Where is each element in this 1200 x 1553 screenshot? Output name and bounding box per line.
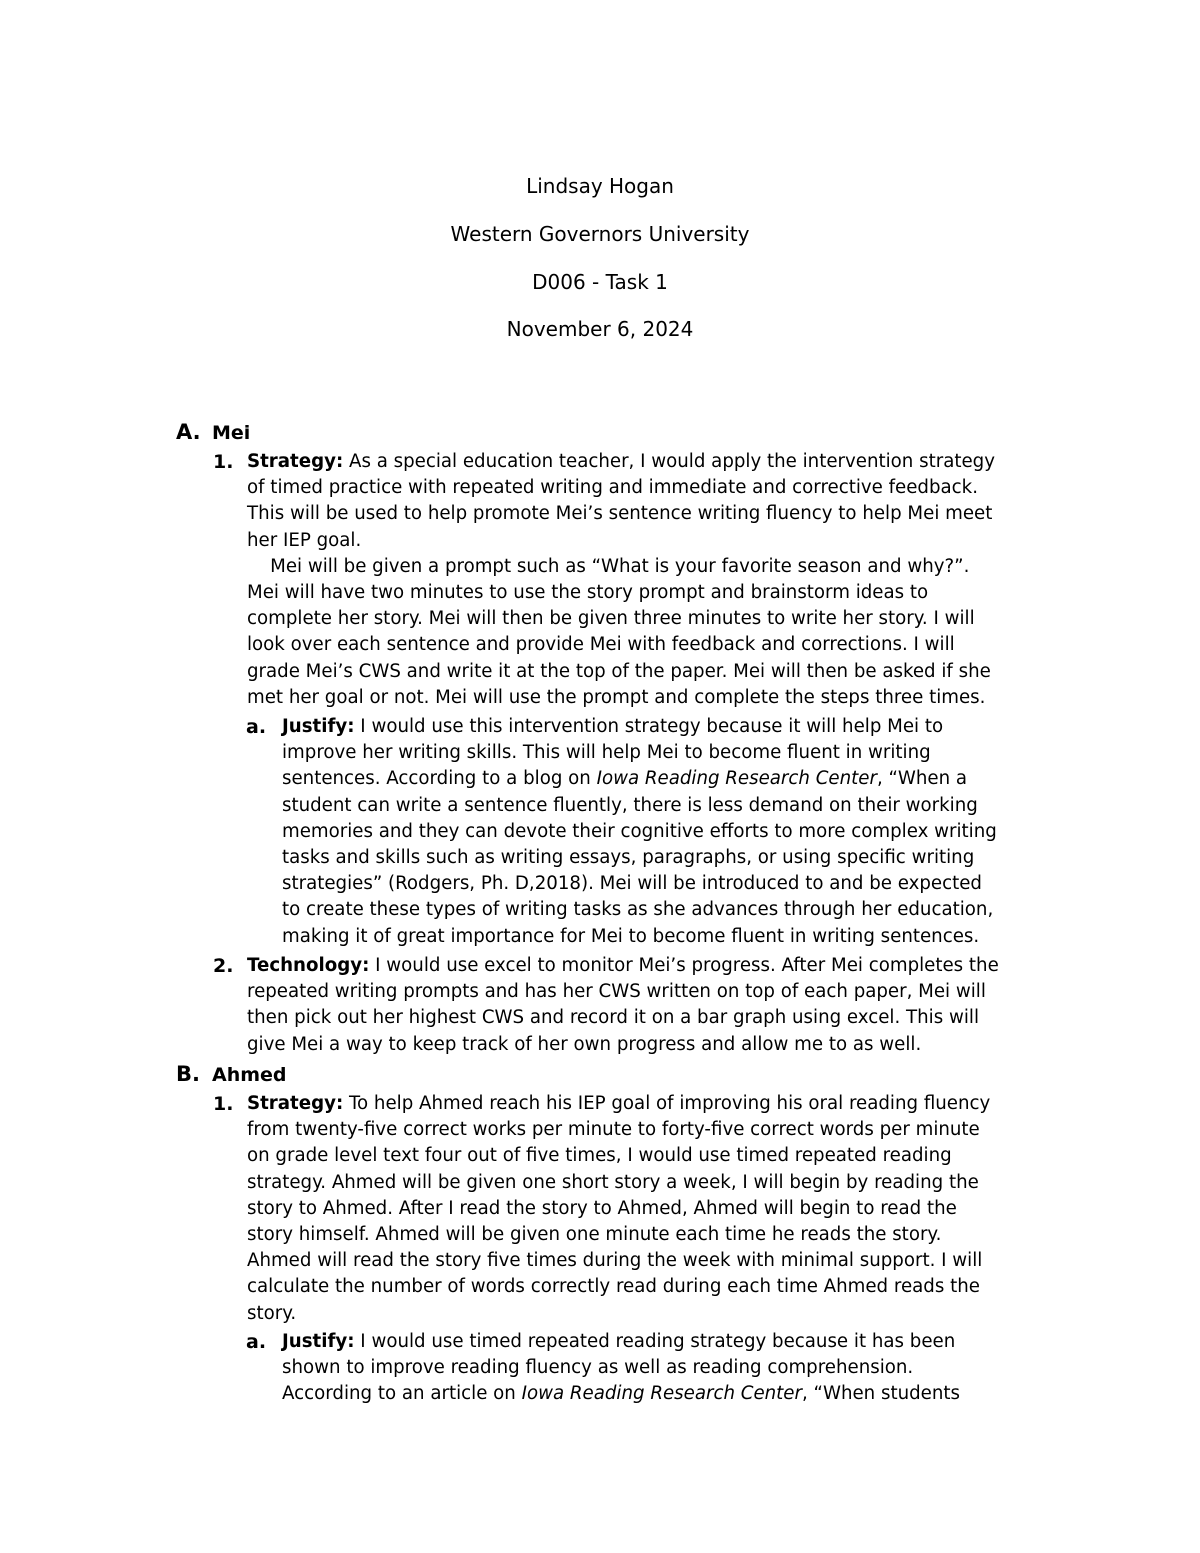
author-name: Lindsay Hogan — [526, 174, 674, 198]
section-b-item-1-number: 1. — [213, 1093, 234, 1115]
source-title: Iowa Reading Research Center — [521, 1383, 802, 1405]
university-name: Western Governors University — [450, 222, 750, 246]
text-run: I would use excel to monitor Mei’s progress. After Mei completes the — [369, 955, 999, 976]
section-a-heading — [176, 418, 250, 447]
section-b-heading — [176, 1060, 287, 1089]
paragraph-line: story to Ahmed. After I read the story to Ahmed, Ahmed will begin to read the — [247, 1197, 957, 1219]
paragraph-line: Mei will be given a prompt such as “What is your favorite season and why?”. — [247, 555, 970, 577]
paragraph-line: her IEP goal. — [247, 529, 362, 551]
section-a-technology-paragraph — [247, 953, 999, 1058]
paragraph-line: improve her writing skills. This will help Mei to become fluent in writing — [282, 742, 931, 764]
paragraph-line — [282, 1329, 960, 1355]
section-a-item-2-number: 2. — [213, 955, 234, 977]
paragraph-line: met her goal or not. Mei will use the prompt and complete the steps three times. — [247, 686, 986, 708]
text-run: According to an article on — [282, 1383, 522, 1405]
paragraph-line — [247, 953, 999, 979]
paragraph-line: from twenty-five correct works per minute to forty-five correct words per minute — [247, 1119, 980, 1141]
course-title: D006 - Task 1 — [532, 270, 668, 294]
source-title: Iowa Reading Research Center — [596, 768, 877, 790]
section-a-title: Mei — [212, 422, 251, 444]
text-run: sentences. According to a blog on — [282, 768, 597, 790]
paragraph-line: student can write a sentence fluently, there is less demand on their working — [282, 794, 978, 816]
justify-label: Justify: — [282, 1331, 355, 1352]
paragraph-line: complete her story. Mei will then be given three minutes to write her story. I will — [247, 608, 975, 630]
technology-label: Technology: — [247, 955, 370, 976]
section-b-justify-paragraph — [282, 1329, 960, 1408]
section-a-justify-paragraph — [282, 714, 997, 950]
paragraph-line: strategy. Ahmed will be given one short story a week, I will begin by reading the — [247, 1171, 979, 1193]
section-b-strategy-paragraph — [247, 1091, 990, 1327]
paragraph-line: repeated writing prompts and has her CWS written on top of each paper, Mei will — [247, 981, 986, 1003]
paragraph-line: Ahmed will read the story five times during the week with minimal support. I will — [247, 1250, 983, 1272]
section-a-letter: A. — [176, 420, 201, 444]
section-a-justify-letter: a. — [246, 716, 267, 738]
text-run: , “When students — [801, 1383, 960, 1405]
paragraph-line: shown to improve reading fluency as well as reading comprehension. — [282, 1357, 914, 1379]
paragraph-line — [282, 1381, 960, 1407]
section-a-strategy-paragraph — [247, 449, 995, 711]
paragraph-line — [282, 766, 997, 792]
justify-label: Justify: — [282, 716, 355, 737]
paragraph-line: on grade level text four out of five times, I would use timed repeated reading — [247, 1145, 952, 1167]
text-run: , “When a — [876, 768, 968, 790]
paragraph-line: making it of great importance for Mei to become fluent in writing sentences. — [282, 925, 980, 947]
paragraph-line — [247, 449, 995, 475]
text-run: I would use timed repeated reading strategy because it has been — [354, 1331, 956, 1352]
paragraph-line: This will be used to help promote Mei’s sentence writing fluency to help Mei meet — [247, 503, 993, 525]
paragraph-line: Mei will have two minutes to use the story prompt and brainstorm ideas to — [247, 582, 929, 604]
paragraph-line — [282, 714, 997, 740]
paragraph-line: to create these types of writing tasks as she advances through her education, — [282, 899, 994, 921]
paragraph-line: give Mei a way to keep track of her own progress and allow me to as well. — [247, 1033, 922, 1055]
paragraph-line: story. — [247, 1302, 297, 1324]
section-b-justify-letter: a. — [246, 1331, 267, 1353]
paragraph-line: strategies” (Rodgers, Ph. D,2018). Mei will be introduced to and be expected — [282, 873, 982, 895]
paragraph-line: tasks and skills such as writing essays, paragraphs, or using specific writing — [282, 847, 975, 869]
strategy-label: Strategy: — [247, 451, 344, 472]
strategy-label: Strategy: — [247, 1093, 344, 1114]
text-run: As a special education teacher, I would apply the intervention strategy — [343, 451, 995, 472]
paragraph-line: look over each sentence and provide Mei with feedback and corrections. I will — [247, 634, 955, 656]
paragraph-line: of timed practice with repeated writing and immediate and corrective feedback. — [247, 477, 978, 499]
paragraph-line: grade Mei’s CWS and write it at the top of the paper. Mei will then be asked if she — [247, 660, 991, 682]
paragraph-line: story himself. Ahmed will be given one minute each time he reads the story. — [247, 1224, 942, 1246]
paragraph-line: memories and they can devote their cognitive efforts to more complex writing — [282, 820, 997, 842]
section-b-title: Ahmed — [212, 1064, 287, 1086]
paragraph-line — [247, 1091, 990, 1117]
text-run: I would use this intervention strategy because it will help Mei to — [354, 716, 944, 737]
paragraph-line: calculate the number of words correctly read during each time Ahmed reads the — [247, 1276, 980, 1298]
section-a-item-1-number: 1. — [213, 451, 234, 473]
section-b-letter: B. — [176, 1062, 200, 1086]
document-date: November 6, 2024 — [506, 317, 694, 341]
text-run: To help Ahmed reach his IEP goal of improving his oral reading fluency — [343, 1093, 991, 1114]
paragraph-line: then pick out her highest CWS and record it on a bar graph using excel. This will — [247, 1007, 980, 1029]
